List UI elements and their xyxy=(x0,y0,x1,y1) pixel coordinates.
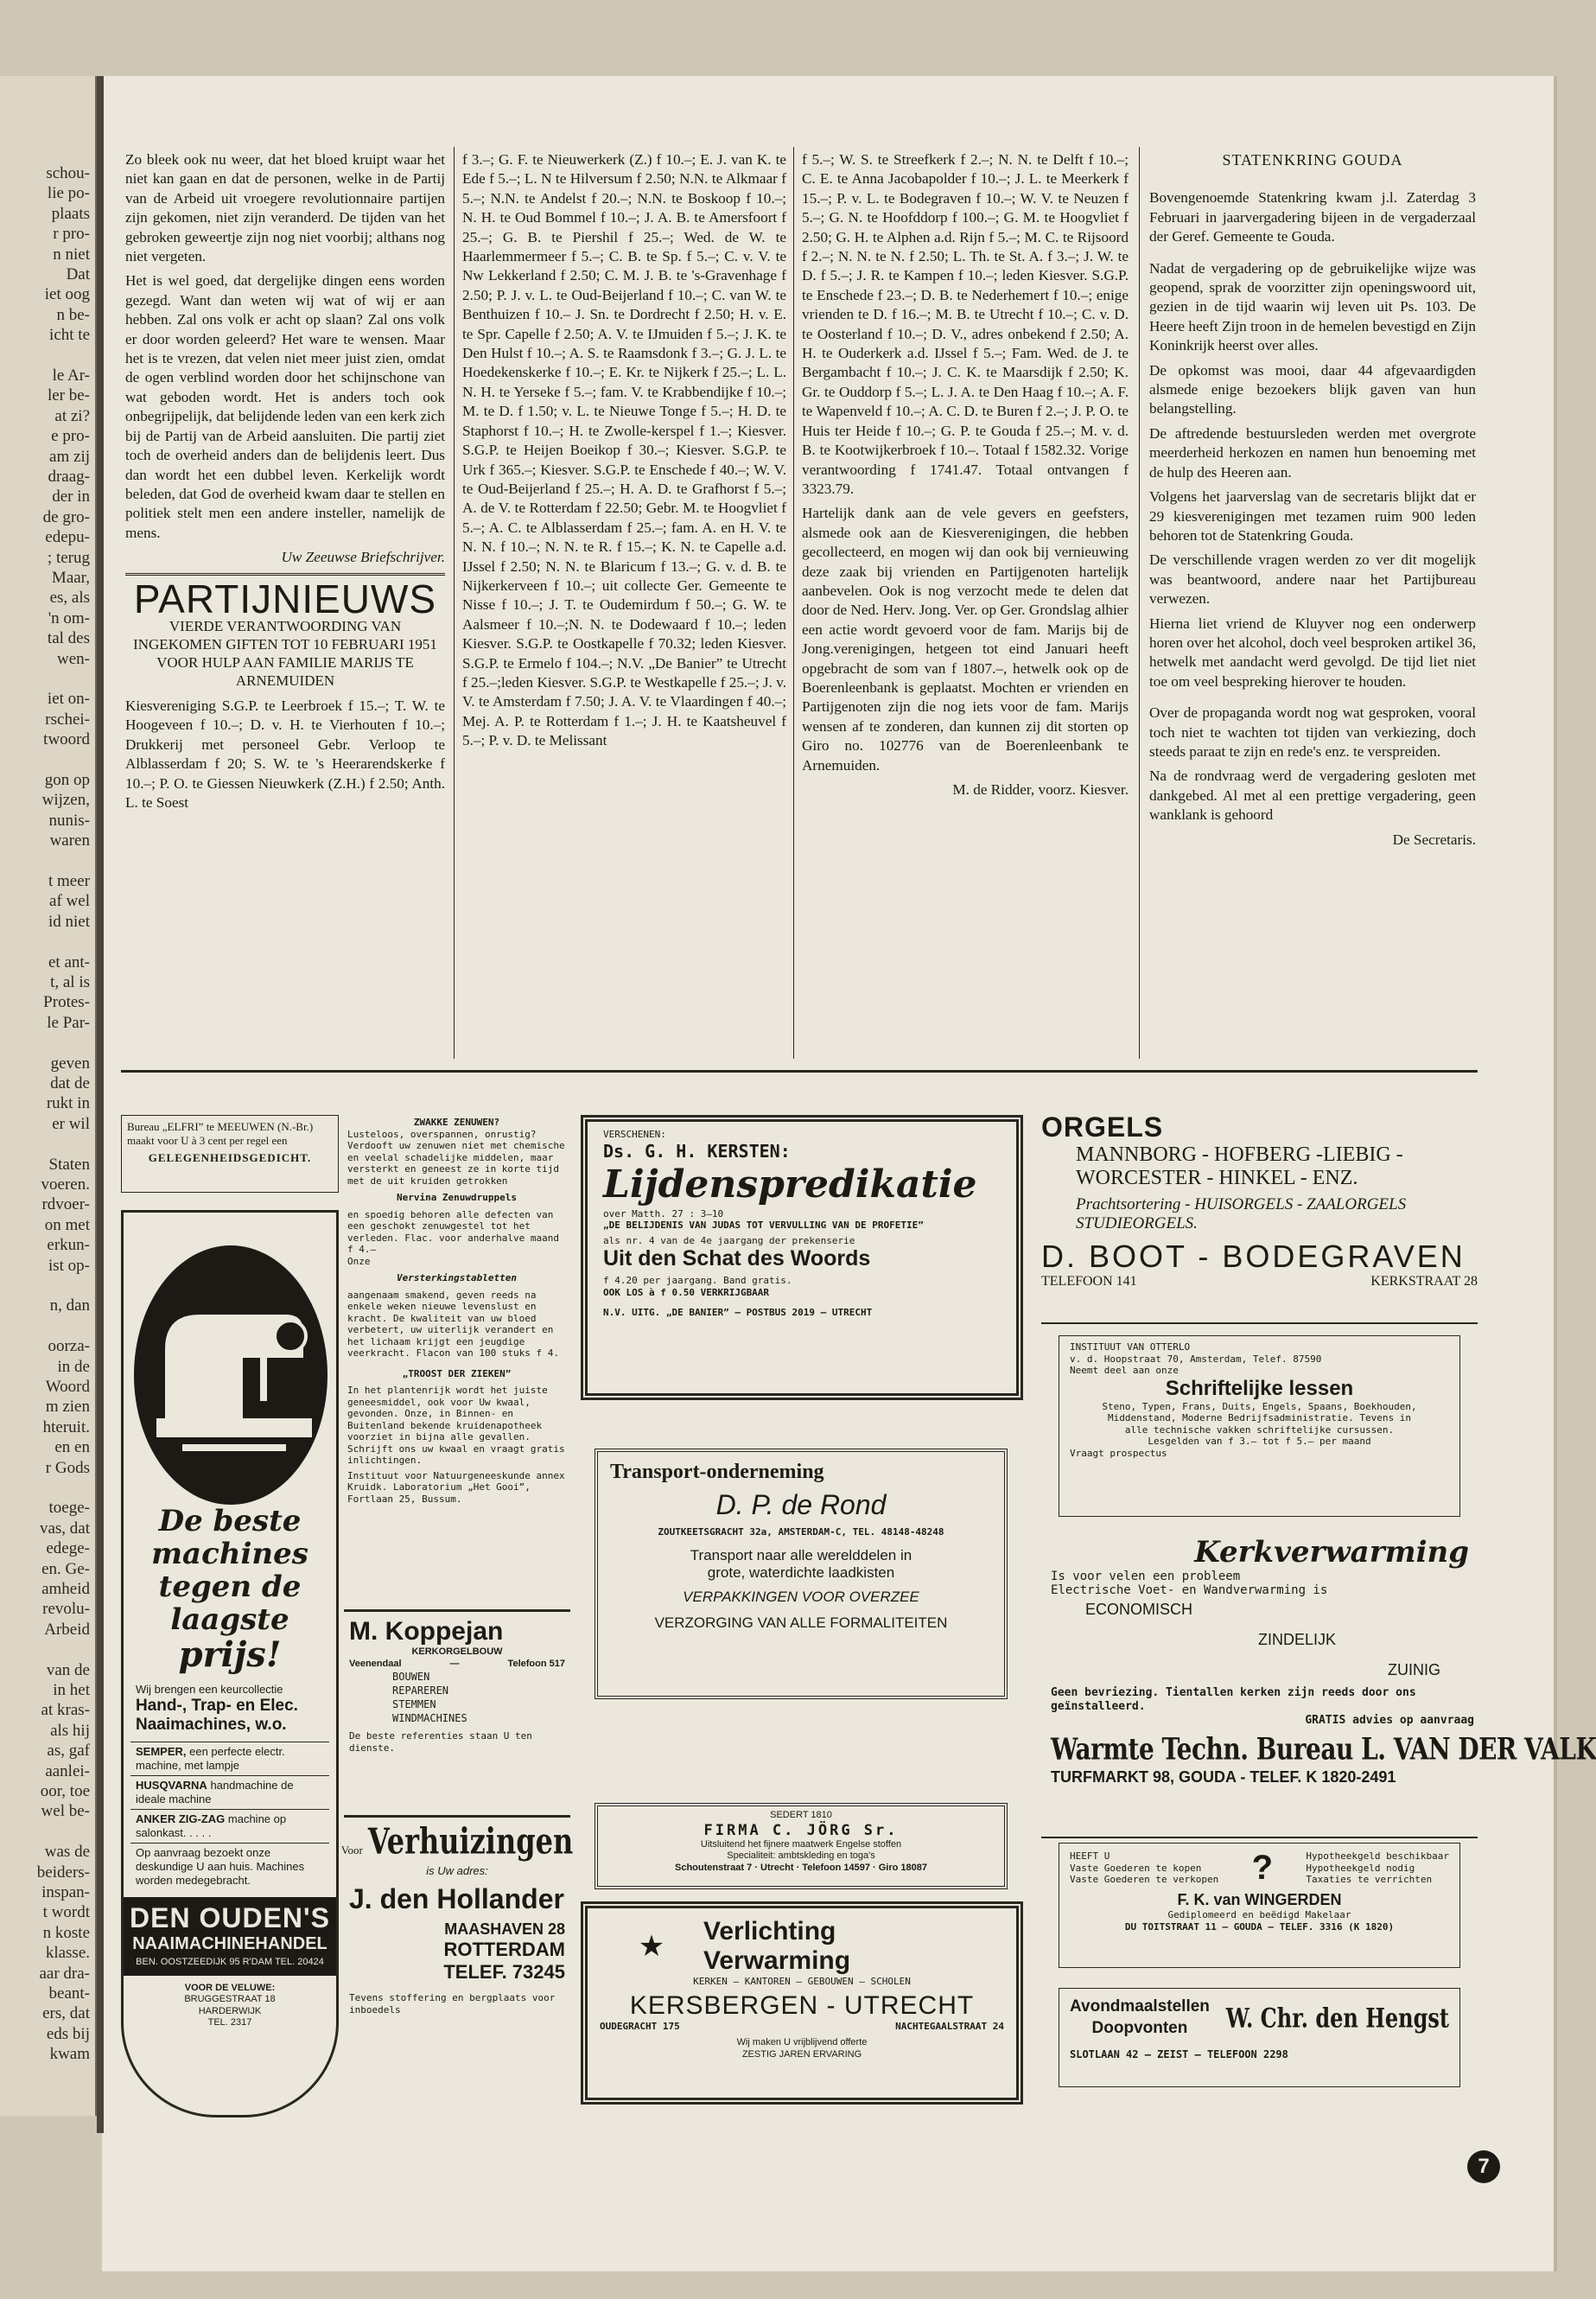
ad-valk-title: Kerkverwarming xyxy=(1194,1535,1469,1570)
column-1 xyxy=(125,150,445,818)
ad-orgels-title: ORGELS xyxy=(1041,1111,1164,1143)
previous-page-line: twoord xyxy=(43,730,90,749)
ad-rond-text-3: VERPAKKINGEN VOOR OVERZEE xyxy=(683,1588,919,1605)
ad-zenuwen-quote: „TROOST DER ZIEKEN” xyxy=(402,1367,512,1379)
ad-rond-text-2: grote, waterdichte laadkisten xyxy=(707,1563,895,1581)
ad-zenuwen-body-3: aangenaam smakend, geven reeds na enkele weken nieuwe levenslust en kracht. De kwaliteit van uw bloed verbetert, uw uiterlijk verandert en het lichaam krijgt een jeugdige veerkracht. Flacon van 100 stuks f 4. xyxy=(347,1289,560,1359)
previous-page-line: n koste xyxy=(42,1923,90,1942)
previous-page-line: als hij xyxy=(50,1721,90,1740)
previous-page-line: was de xyxy=(44,1843,90,1862)
ad-otterlo-name: INSTITUUT VAN OTTERLO xyxy=(1070,1341,1191,1353)
page-number: 7 xyxy=(1467,2150,1500,2183)
ad-kersten-series: Uit den Schat des Woords xyxy=(603,1246,871,1270)
article-signature: M. de Ridder, voorz. Kiesver. xyxy=(952,781,1129,798)
previous-page-line: en en xyxy=(54,1438,90,1457)
ad-oudens-slogan-3: prijs! xyxy=(178,1634,282,1675)
ad-oudens-address: BEN. OOSTZEEDIJK 95 R'DAM TEL. 20424 xyxy=(136,1957,324,1967)
previous-page-line: Dat xyxy=(66,265,90,283)
ad-zenuwen xyxy=(342,1113,571,1606)
previous-page-line: de gro- xyxy=(42,507,90,526)
article-paragraph: De verschillende vragen werden zo ver dit mogelijk was beantwoord, andere naar het Partijbureau verwezen. xyxy=(1149,551,1476,608)
previous-page-line: rukt in xyxy=(46,1094,90,1113)
previous-page-line: on met xyxy=(44,1215,90,1234)
previous-page-line: schou- xyxy=(46,164,90,182)
previous-page-strip xyxy=(0,76,97,2116)
previous-page-line: en. Ge- xyxy=(41,1559,90,1578)
previous-page-line: Arbeid xyxy=(44,1620,90,1639)
ad-jorg-name: FIRMA C. JÖRG Sr. xyxy=(703,1821,899,1839)
previous-page-line: wel be- xyxy=(41,1802,90,1821)
gift-list: f 3.–; G. F. te Nieuwerkerk (Z.) f 10.–; E. J. van K. te Ede f 5.–; L. N te Hilversum f 2.50; N.N. te Alkmaar f 5.–; N.N. te Andelst f 20.–; N.N. te Boskoop f 10.–; N. H. te Oud Bommel f 10.–; J. A. B. te Amersfoort f 25.–; G. B. te Piershil f 25.–; Wed. de W. te Haarlemmermeer f 5.–; C. B. te Sp. f 5.–; C. v. V. te Nw Lekkerland f 2.50; C. M. J. B. te 's-Gravenhage f 2.50; P. J. v. L. te Oud-Beijerland f 10.–; C. van W. te Benthuizen f 10.– J. Sn. te Dordrecht f 2.50; H. v. E. te Spr. Capelle f 2.50; A. V. te IJmuiden f 5.–; J. K. te Den Hulst f 10.–; A. S. te Raamsdonk f 3.–; G. J. L. te Hoedekenskerke f 10.–; E. Kr. te Nijkerk f 25.–; L. L. N. H. te Yerseke f 5.–; fam. V. te Krabbendijke f 10.–; M. te D. f 1.50; v. L. te Nieuwe Tonge f 5.–; H. D. te Staphorst f 10.–; H. te Zwolle-kerspel f 1.–; Kiesver. S.G.P. te Heijen Boeikop f 30.–; Kiesver. S.G.P. te Urk f 365.–; Kiesver. S.G.P. te Enschede f 40.–; W. V. te Oud-Beijerland f 25.–; H. A. D. te Grafhorst f 5.–; A. de V. te Rotterdam f 22.50; Gebr. M. te Hoogvliet f 5.–; A. C. te Alblasserdam f 25.–; fam. A. en H. V. te N. N. f 10.–; N. N. te R. f 15.–; K. N. te Capelle a.d. IJssel f 2.50; N. N. te Blaricum f 13.–; G. v. d. B. te Nijkerkerveen f 10.–; uit collecte Ger. Gemeente te Nisse f 10.–; J. T. te Oudemirdum f 50.–; G. W. te Aalsmeer f 10.–;N. N. te Dodewaard f 10.–; leden Kiesver. S.G.P. te Oostkapelle f 70.32; leden Kiesver. S.G.P. te Ermelo f 104.–; N.V. „De Banier” te Utrecht f 25.–;leden Kiesver. S.G.P. te Westkapelle f 25.–; J. v. V. te Amsterdam f 7.50; J. A. V. te Vlaardingen f 40.–; Mej. A. P. te Rotterdam f 1.–; J. H. te Kaatsheuvel f 5.–; P. v. D. te Melissant xyxy=(462,151,786,749)
gift-list: Kiesvereniging S.G.P. te Leerbroek f 15.–; T. W. te Hoogeveen f 10.–; D. v. H. te Vierhouten f 10.–; Drukkerij met personeel Gebr. Verloop te Alblasserdam f 20; S. W. te 's Heerarendskerke f 10.–; P. O. te Giessen Nieuwkerk (Z.H.) f 2.50; Anth. L. te Soest xyxy=(125,697,445,811)
ad-kersten-price-2: OOK LOS à f 0.50 VERKRIJGBAAR xyxy=(603,1286,770,1298)
ads-separator xyxy=(121,1070,1478,1073)
ad-hollander-headline: Voor Verhuizingen xyxy=(340,1819,574,1863)
ad-rule xyxy=(1041,1837,1478,1838)
column-rule xyxy=(1139,147,1140,1059)
previous-page-line: hteruit. xyxy=(42,1417,90,1436)
ad-wingerden-left-1: HEEFT U xyxy=(1070,1850,1110,1863)
ad-kersbergen-headline xyxy=(600,1917,1004,1976)
previous-page-line: r Gods xyxy=(45,1458,90,1477)
ad-elfri-text: Bureau „ELFRI” te MEEUWEN (N.-Br.) maakt voor U à 3 cent per regel een xyxy=(127,1120,314,1147)
ad-zenuwen-product-1: Nervina Zenuwdruppels xyxy=(396,1192,518,1203)
previous-page-line: draag- xyxy=(48,468,90,486)
column-rule xyxy=(454,147,455,1059)
previous-page-line: revolu- xyxy=(42,1600,90,1619)
ad-hengst-top xyxy=(1070,1996,1449,2039)
previous-page-line: af wel xyxy=(49,892,90,911)
previous-page-line: der in xyxy=(52,487,90,506)
ad-rule xyxy=(1041,1322,1478,1324)
ad-kersbergen xyxy=(581,1901,1023,2105)
ad-hengst-name: W. Chr. den Hengst xyxy=(1225,2001,1449,2034)
ad-kersten-pre: VERSCHENEN: xyxy=(603,1129,666,1140)
previous-page-line: wijzen, xyxy=(41,791,90,810)
question-mark-icon: ? xyxy=(1251,1849,1274,1887)
ad-rond-title: Transport-onderneming xyxy=(610,1461,824,1483)
ad-valk-word-2: ZINDELIJK xyxy=(1258,1631,1337,1648)
ad-valk-address: TURFMARKT 98, GOUDA - TELEF. K 1820-2491 xyxy=(1051,1768,1396,1786)
ad-oudens-name-block xyxy=(124,1897,336,1976)
ad-oudens-intro: Wij brengen een keurcollectie xyxy=(136,1683,283,1696)
ad-den-oudens xyxy=(121,1210,339,2118)
previous-page-line: klasse. xyxy=(45,1944,90,1963)
previous-page-line: edege- xyxy=(46,1539,90,1558)
previous-page-line: lie po- xyxy=(47,184,90,203)
ad-koppejan-service-3: STEMMEN xyxy=(392,1698,436,1710)
ad-kersbergen-tags: KERKEN — KANTOREN — GEBOUWEN — SCHOLEN xyxy=(693,1976,911,1987)
previous-page-line: icht te xyxy=(49,326,90,345)
previous-page-line: t meer xyxy=(48,872,90,890)
ad-zenuwen-body-2: en spoedig behoren alle defecten van een geschokt zenuwgestel tot het verleden. Flac. voor anderhalve maand f 4.– xyxy=(347,1208,560,1255)
article-paragraph: Nadat de vergadering op de gebruikelijke wijze was geopend, sprak de voorzitter zijn openingswoord uit, gezien in de tijd waarin wij leven uit Ps. 103. De Heere heeft Zijn troon in de hemelen bevestigd en Zijn Koninkrijk heerst over alles. xyxy=(1149,259,1476,354)
article-paragraph: Over de propaganda wordt nog wat gesproken, vooral toch niet te wachten tot tijden van verkiezing, doch steeds paraat te zijn en rede's enz. te verspreiden. xyxy=(1149,704,1476,760)
previous-page-line: eds bij xyxy=(46,2024,90,2043)
ad-jorg xyxy=(595,1803,1008,1889)
previous-page-line: rschei- xyxy=(45,710,90,729)
ad-otterlo-neemt: Neemt deel aan onze xyxy=(1070,1365,1179,1376)
column-3 xyxy=(802,150,1129,805)
ad-wingerden-right-2: Hypotheekgeld nodig xyxy=(1306,1862,1415,1874)
ad-oudens-item-2: HUSQVARNA handmachine de ideale machine xyxy=(130,1775,329,1809)
ad-jorg-text-2: Specialiteit: ambtskleding en toga's xyxy=(727,1850,875,1861)
previous-page-line: n, dan xyxy=(49,1296,90,1315)
previous-page-line: edepu- xyxy=(45,528,90,547)
ad-rond-name: D. P. de Rond xyxy=(715,1489,887,1520)
previous-page-line: r pro- xyxy=(53,225,90,244)
ad-otterlo-address: v. d. Hoopstraat 70, Amsterdam, Telef. 87590 xyxy=(1070,1353,1322,1365)
previous-page-line: et ant- xyxy=(48,952,90,971)
section-heading: PARTIJNIEUWS xyxy=(133,576,437,621)
ad-valk-word-1: ECONOMISCH xyxy=(1085,1601,1193,1618)
ad-oudens-item-1: SEMPER, een perfecte electr. machine, met lampje xyxy=(130,1742,329,1775)
previous-page-line: id niet xyxy=(48,912,90,931)
ad-kersbergen-addresses: OUDEGRACHT 175 NACHTEGAALSTRAAT 24 xyxy=(600,2020,1004,2032)
ad-rond-text-4: VERZORGING VAN ALLE FORMALITEITEN xyxy=(654,1614,948,1631)
ad-valk-text-3: Geen bevriezing. Tientallen kerken zijn reeds door ons geïnstalleerd. xyxy=(1051,1686,1416,1713)
previous-page-line: plaats xyxy=(51,204,90,223)
ad-valk-text-1: Is voor velen een probleem xyxy=(1051,1570,1241,1583)
ad-oudens-item-3: ANKER ZIG-ZAG machine op salonkast. . . . . xyxy=(130,1809,329,1843)
article-paragraph: Hierna liet vriend de Kluyver nog een onderwerp horen over het alcohol, doch veel besproken artikel 36, hetwelk met aandacht werd gevolgd. De tijd liet niet toe om veel bespreking hierover te houden. xyxy=(1149,615,1476,690)
ad-valk-text-4: GRATIS advies op aanvraag xyxy=(1305,1714,1474,1727)
ad-kersten-text: over Matth. 27 : 3–10 xyxy=(603,1207,724,1220)
ad-hengst-line-2: Doopvonten xyxy=(1091,2019,1188,2037)
article-paragraph: Hartelijk dank aan de vele gevers en geefsters, alsmede ook aan de Kiesverenigingen, die hebben gecollecteerd, en mogen wij dan ook bij vernieuwing deze zaak bij vrienden en Partijgenoten hartelijk aanbevelen. Ook is nog verzocht mede te delen dat door de Ned. Herv. Jong. Ver. op Ger. Grondslag alhier een actie wordt gevoerd voor de fam. Marijs bij de Jong.verenigingen, hetgeen tot eind Januari heeft opgebracht de som van f 1807.–, hetwelk ook op de Boerenleenbank is geplaatst. Mochten er vrienden en Partijgenoten zijn die nog iets voor de fam. Marijs wensen af te zonderen, dan kunnen zij dit storten op Giro no. 102776 van de Boerenleenbank te Arnemuiden. xyxy=(802,505,1129,774)
ad-otterlo-vraagt: Vraagt prospectus xyxy=(1070,1447,1167,1459)
previous-page-line: Maar, xyxy=(51,569,90,587)
ad-oudens-item-4: Op aanvraag bezoekt onze deskundige U aan huis. Machines worden medegebracht. xyxy=(130,1843,329,1890)
previous-page-line: gon op xyxy=(44,771,90,789)
ad-koppejan-ref: De beste referenties staan U ten dienste. xyxy=(349,1730,532,1754)
previous-page-line: t, al is xyxy=(50,973,90,991)
ad-wingerden-address: DU TOITSTRAAT 11 — GOUDA — TELEF. 3316 (K 1820) xyxy=(1124,1920,1395,1933)
ad-oudens-veluwe-city: HARDERWIJK xyxy=(198,2005,262,2016)
ad-otterlo-body: Steno, Typen, Frans, Duits, Engels, Spaans, Boekhouden, Middenstand, Moderne Bedrijfsadministratie. Tevens in alle technische vakken schriftelijke cursussen. xyxy=(1102,1400,1417,1436)
article-paragraph: Bovengenoemde Statenkring kwam j.l. Zaterdag 3 Februari in jaarvergadering bijeen in de vergaderzaal der Geref. Gemeente te Gouda. xyxy=(1149,189,1476,245)
ad-wingerden-right-1: Hypotheekgeld beschikbaar xyxy=(1306,1850,1449,1863)
ad-koppejan-name: M. Koppejan xyxy=(349,1617,504,1646)
previous-page-line: le Ar- xyxy=(52,366,90,385)
previous-page-line: t wordt xyxy=(42,1903,90,1922)
ad-valk-text-2: Electrische Voet- en Wandverwarming is xyxy=(1051,1583,1328,1597)
previous-page-line: in de xyxy=(57,1357,90,1376)
ad-wingerden-left-3: Vaste Goederen te verkopen xyxy=(1070,1874,1219,1886)
ad-oudens-veluwe-address: BRUGGESTRAAT 18 xyxy=(184,1994,276,2004)
previous-page-line: amheid xyxy=(41,1580,90,1598)
ad-kersten-author: Ds. G. H. KERSTEN: xyxy=(603,1140,791,1162)
previous-page-line: ist op- xyxy=(48,1256,90,1275)
previous-page-line: waren xyxy=(49,831,90,850)
ad-orgels-sort: Prachtsortering - HUISORGELS - ZAALORGELS STUDIEORGELS. xyxy=(1076,1195,1407,1232)
previous-page-line: n niet xyxy=(53,245,90,264)
column-rule xyxy=(793,147,794,1059)
ad-kersbergen-line-2: Verwarming xyxy=(703,1946,851,1975)
previous-page-line: geven xyxy=(50,1054,90,1073)
article-heading: STATENKRING GOUDA xyxy=(1222,151,1403,169)
ad-hengst-line-1: Avondmaalstellen xyxy=(1070,1997,1210,2016)
ad-koppejan-service-4: WINDMACHINES xyxy=(392,1712,467,1724)
previous-page-line: e pro- xyxy=(51,427,90,446)
ad-kersten-subtitle: „DE BELIJDENIS VAN JUDAS TOT VERVULLING VAN DE PROFETIE” xyxy=(603,1220,924,1231)
article-paragraph: Het is wel goed, dat dergelijke dingen eens worden gezegd. Want dan weten wij wat of wij er aan hebben. Zal ons volk er acht op slaan? Zal ons volk er door worden geleerd? Het ware te wensen. Maar het is te vrezen, dat velen niet meer juist zien, omdat de ogen verblind worden door het schijnschone van wat geboden wordt. Het is anders toch ook onbegrijpelijk, dat belijdende leden van een kerk zich bij de Partij van de Arbeid aansluiten. Die partij ziet toch de overheid anders dan de belijdenis leert. Dus dan wordt het een dubbel leven. Kerkelijk wordt beleden, dat God de overheid kwam daar te stellen en politiek stelt men een andere insteller, namelijk de mens. xyxy=(125,272,445,541)
ad-wingerden-top xyxy=(1070,1849,1449,1888)
ad-zenuwen-body-1: Lusteloos, overspannen, onrustig? Verdooft uw zenuwen niet met chemische en veelal schadelijke middelen, maar versterkt en geneest ze in korte tijd met de uit kruiden getrokken xyxy=(347,1128,565,1187)
ad-jorg-text-1: Uitsluitend het fijnere maatwerk Engelse stoffen xyxy=(700,1838,902,1850)
ad-oudens-slogan-2: tegen de laagste xyxy=(158,1570,302,1637)
previous-page-line: as, gaf xyxy=(47,1742,90,1761)
ad-otterlo xyxy=(1059,1335,1460,1517)
ad-koppejan xyxy=(344,1609,570,1795)
article-paragraph: De aftredende bestuursleden werden met overgrote meerderheid herkozen en namen hun benoeming met de hulp des Heeren aan. xyxy=(1149,424,1476,481)
previous-page-line: voeren. xyxy=(41,1175,90,1194)
previous-page-line: beiders- xyxy=(36,1863,90,1882)
previous-page-line: aanlei- xyxy=(45,1761,90,1780)
previous-page-line: oorza- xyxy=(48,1337,90,1356)
ad-hengst xyxy=(1059,1988,1460,2087)
previous-page-line: nunis- xyxy=(48,811,90,830)
column-4 xyxy=(1149,150,1476,855)
ad-wingerden-sub: Gediplomeerd en beëdigd Makelaar xyxy=(1167,1909,1351,1920)
previous-page-line: oor, toe xyxy=(40,1782,90,1800)
ad-wingerden xyxy=(1059,1843,1460,1968)
ad-oudens-name-2: NAAIMACHINEHANDEL xyxy=(132,1934,327,1953)
previous-page-line: van de xyxy=(46,1660,90,1679)
ad-hollander-tel: TELEF. 73245 xyxy=(443,1961,565,1983)
ad-oudens-slogan-1: De beste machines xyxy=(151,1504,308,1571)
ad-kersten-publisher: N.V. UITG. „DE BANIER” — POSTBUS 2019 — UTRECHT xyxy=(603,1307,873,1318)
previous-page-line: le Par- xyxy=(47,1013,90,1032)
ad-orgels xyxy=(1041,1110,1478,1317)
ad-orgels-firm: D. BOOT - BODEGRAVEN xyxy=(1041,1239,1466,1274)
previous-page-line: m zien xyxy=(45,1398,90,1417)
ad-zenuwen-onze: Onze xyxy=(347,1255,371,1267)
previous-page-line: Staten xyxy=(48,1155,90,1174)
gift-list: f 5.–; W. S. te Streefkerk f 2.–; N. N. te Delft f 10.–; C. E. te Anna Jacobapolder f 10.–; J. L. te Meerkerk f 15.–; P. v. L. te Bodegraven f 10.–; W. V. te Neuzen f 5.–; G. N. te Hoofddorp f 100.–; G. M. te Hoogvliet f 2.50; G. H. te Alphen a.d. Rijn f 5.–; M. C. te Rijsoord f 2.–; N. N. te N. f 2.50; L. Th. te St. A. f 3.–; J. W. te D. f 5.–; J. R. te Kampen f 10.–; leden Kiesver. S.G.P. te Enschede f 23.–; D. B. te Nederhemert f 10.–; enige vrienden te D. f 16.–; M. B. te Utrecht f 10.–; C. v. D. te Oosterland f 10.–; D. V., adres onbekend f 2.50; A. H. te Ouderkerk a.d. IJssel f 5.–; Fam. Wed. de J. te Bergambacht f 10.–; J. C. K. te Maarsdijk f 2.50; K. Gr. te Ouddorp f 5.–; L. J. A. te Den Haag f 10.–; A. F. te Wapenveld f 10.–; A. C. D. te Buren f 2.–; J. P. O. te Huis ter Heide f 10.–; G. P. te Gouda f 25.–; M. v. d. B. te Kootwijkerbroek f 10.–. Totaal f 1582.32. Vorige verantwoording f 1741.47. Totaal ontvangen f 3323.79. xyxy=(802,151,1129,497)
ad-koppejan-service-1: BOUWEN xyxy=(392,1671,430,1683)
ad-otterlo-price: Lesgelden van f 3.– tot f 5.– per maand xyxy=(1148,1436,1371,1447)
ad-kersbergen-name: KERSBERGEN - UTRECHT xyxy=(629,1990,975,2020)
ad-oudens-cat-2: Naaimachines, w.o. xyxy=(136,1716,287,1734)
previous-page-line: tal des xyxy=(47,629,90,648)
previous-page-line: aar dra- xyxy=(39,1964,90,1983)
ad-kersbergen-line-1: Verlichting xyxy=(703,1917,836,1946)
ad-zenuwen-title: ZWAKKE ZENUWEN? xyxy=(413,1117,500,1128)
previous-page-line: 'n om- xyxy=(48,608,90,627)
previous-page-line: rdvoer- xyxy=(41,1195,90,1214)
ad-hengst-address: SLOTLAAN 42 — ZEIST — TELEFOON 2298 xyxy=(1070,2048,1288,2060)
ad-otterlo-big: Schriftelijke lessen xyxy=(1165,1376,1354,1400)
previous-page-line: ers, dat xyxy=(42,2004,90,2023)
ad-orgels-brands: MANNBORG - HOFBERG -LIEBIG - WORCESTER - HINKEL - ENZ. xyxy=(1076,1143,1403,1189)
article-paragraph: Zo bleek ook nu weer, dat het bloed kruipt waar het niet kan gaan en dat de personen, welke in de Partij van de Arbeid uit vroegere revolutionnaire partijen zijn gekomen, niet zijn veranderd. De tijden van het gebroken geweertje zijn nog niet voorbij; althans nog niet vergeten. xyxy=(125,151,445,265)
ad-oudens-veluwe: VOOR DE VELUWE: xyxy=(184,1982,276,1993)
ad-rond-text-1: Transport naar alle werelddelen in xyxy=(690,1546,912,1563)
ad-zenuwen-body-5: Instituut voor Natuurgeneeskunde annex Kruidk. Laboratorium „Het Gooi”, Fortlaan 25, Bussum. xyxy=(347,1469,565,1505)
previous-page-line: wen- xyxy=(57,649,90,668)
article-signature: Uw Zeeuwse Briefschrijver. xyxy=(281,549,445,566)
previous-page-line: es, als xyxy=(49,589,90,608)
ad-hollander-city: ROTTERDAM xyxy=(443,1939,565,1960)
previous-page-line: vas, dat xyxy=(39,1519,90,1538)
ad-zenuwen-body-4: In het plantenrijk wordt het juiste geneesmiddel, ook voor Uw kwaal, gevonden. Onze, in Binnen- en Buitenland bekende kruidenapotheek voorziet in bijna alle gevallen. Schrijft ons uw kwaal en vraagt gratis inlichtingen. xyxy=(347,1385,565,1466)
previous-page-line: toege- xyxy=(48,1499,90,1518)
previous-page-line: er wil xyxy=(52,1114,90,1133)
ad-koppejan-service-2: REPAREREN xyxy=(392,1684,449,1697)
previous-page-line: kwam xyxy=(49,2045,90,2064)
ad-valk-name: Warmte Techn. Bureau L. VAN DER VALK xyxy=(1051,1730,1596,1767)
previous-page-line: n be- xyxy=(56,305,90,324)
previous-page-line: Protes- xyxy=(43,993,90,1012)
article-paragraph: Na de rondvraag werd de vergadering gesloten met dankgebed. Al met al een prettige vergadering, geen wanklank is gehoord xyxy=(1149,767,1476,824)
previous-page-line: iet on- xyxy=(47,690,90,709)
section-subheading: VIERDE VERANTWOORDING VAN INGEKOMEN GIFTEN TOT 10 FEBRUARI 1951 VOOR HULP AAN FAMILIE MARIJS TE ARNEMUIDEN xyxy=(133,617,437,689)
ad-elfri-heading: GELEGENHEIDSGEDICHT. xyxy=(148,1151,312,1164)
ad-jorg-sedert: SEDERT 1810 xyxy=(770,1810,832,1820)
ad-wingerden-left-2: Vaste Goederen te kopen xyxy=(1070,1862,1202,1874)
previous-page-line: beant- xyxy=(48,1984,90,2003)
star-icon: ★ xyxy=(638,1930,665,1963)
ad-hollander-is: is Uw adres: xyxy=(426,1864,488,1877)
ad-jorg-text-3: Schoutenstraat 7 · Utrecht · Telefoon 14597 · Giro 18087 xyxy=(675,1862,927,1873)
ad-kersten-price: f 4.20 per jaargang. Band gratis. xyxy=(603,1275,792,1286)
ad-hollander-note: Tevens stoffering en bergplaats voor inboedels xyxy=(349,1992,556,2016)
sewing-machine-illustration xyxy=(130,1228,331,1513)
ad-oudens-veluwe-tel: TEL. 2317 xyxy=(207,2017,252,2028)
ad-kersten xyxy=(581,1115,1023,1400)
ad-orgels-contact: TELEFOON 141 KERKSTRAAT 28 xyxy=(1041,1274,1478,1289)
previous-page-line: inspan- xyxy=(41,1883,90,1901)
ad-wingerden-name: F. K. van WINGERDEN xyxy=(1177,1891,1342,1908)
ad-kersbergen-text-3: Wij maken U vrijblijvend offerte xyxy=(736,2037,868,2047)
previous-page-line: ler be- xyxy=(47,386,90,405)
article-paragraph: Volgens het jaarverslag van de secretaris blijkt dat er 29 kiesverenigingen met tezamen ruim 900 leden behoren tot de Statenkring Gouda. xyxy=(1149,488,1476,544)
previous-page-line: Woord xyxy=(45,1378,90,1396)
ad-valk-word-3: ZUINIG xyxy=(1388,1661,1440,1678)
ad-koppejan-sub: KERKORGELBOUW xyxy=(411,1646,503,1657)
ad-wingerden-right-3: Taxaties te verrichten xyxy=(1306,1874,1433,1886)
column-2 xyxy=(462,150,786,756)
previous-page-line: dat de xyxy=(50,1074,90,1092)
ad-kersten-title: Lijdenspredikatie xyxy=(603,1162,977,1207)
ad-kersbergen-text-4: ZESTIG JAREN ERVARING xyxy=(741,2048,862,2060)
ad-koppejan-place-row: Veenendaal — Telefoon 517 xyxy=(349,1658,565,1669)
page-gutter xyxy=(97,76,104,2133)
previous-page-line: am zij xyxy=(49,447,90,466)
ad-hollander-name: J. den Hollander xyxy=(349,1883,564,1914)
article-paragraph: De opkomst was mooi, daar 44 afgevaardigden alsmede enige bezoekers blijk gaven van hun belangstelling. xyxy=(1149,361,1476,417)
ad-hollander xyxy=(340,1815,574,2126)
ad-rond xyxy=(595,1449,1008,1699)
previous-page-line: at zi? xyxy=(54,406,90,425)
article-signature: De Secretaris. xyxy=(1392,831,1476,848)
previous-page-line: in het xyxy=(53,1681,90,1699)
ad-kersten-serie: als nr. 4 van de 4e jaargang der prekenserie xyxy=(603,1234,855,1246)
ad-hollander-address: MAASHAVEN 28 xyxy=(444,1920,565,1938)
previous-page-line: at kras- xyxy=(41,1701,90,1720)
ad-oudens-name: DEN OUDEN'S xyxy=(130,1902,330,1933)
ad-rond-address: ZOUTKEETSGRACHT 32a, AMSTERDAM-C, TEL. 48148-48248 xyxy=(658,1526,944,1538)
ad-elfri xyxy=(121,1115,339,1193)
ad-valk xyxy=(1047,1532,1596,1830)
ad-oudens-cat-1: Hand-, Trap- en Elec. xyxy=(136,1697,298,1715)
previous-page-line: iet oog xyxy=(44,285,90,304)
previous-page-line: erkun- xyxy=(47,1236,90,1255)
previous-page-line: ; terug xyxy=(47,548,90,567)
ad-zenuwen-product-2: Versterkingstabletten xyxy=(396,1272,518,1283)
